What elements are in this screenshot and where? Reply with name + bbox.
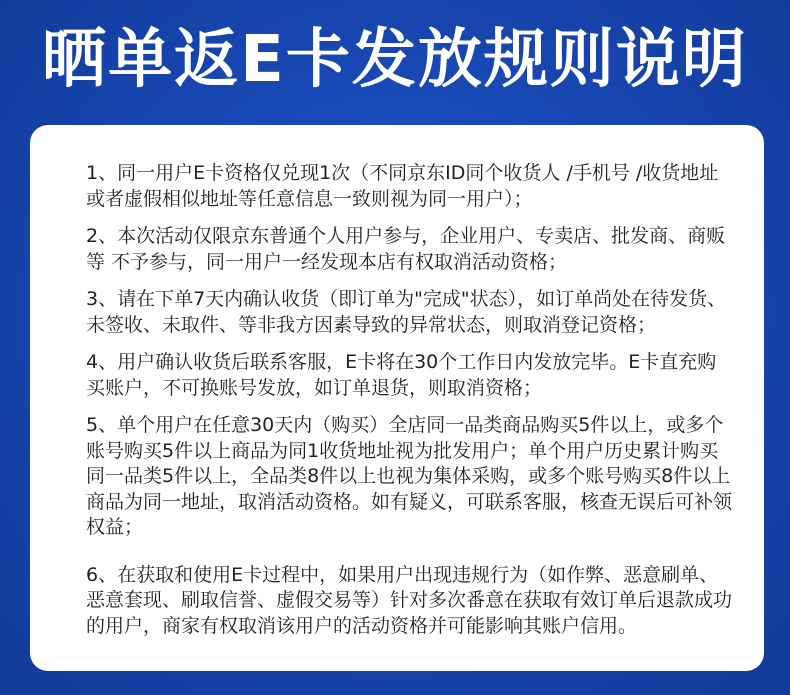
rule-item-2: 2、本次活动仅限京东普通个人用户参与，企业用户、专卖店、批发商、商贩等 不予参与，同一用户一经发现本店有权取消活动资格； [86,225,726,273]
rules-card [30,125,764,671]
rule-item-5: 5、单个用户在任意30天内（购买）全店同一品类商品购买5件以上，或多个账号购买5件以上商品为同1收货地址视为批发用户；单个用户历史累计购买同一品类5件以上，全品类8件以上也视为集体采购，或多个账号购买8件以上商品为同一地址，取消活动资格。如有疑义，可联系客服，核查无误后可补领权益； [86,414,733,538]
rule-item-3: 3、请在下单7天内确认收货（即订单为"完成"状态），如订单尚处在待发货、未签收、未取件、等非我方因素导致的异常状态，则取消登记资格； [86,288,727,336]
rule-item-6: 6、在获取和使用E卡过程中，如果用户出现违规行为（如作弊、恶意刷单、恶意套现、刷取信誉、虚假交易等）针对多次番意在获取有效订单后退款成功的用户，商家有权取消该用户的活动资格并可能影响其账户信用。 [86,563,733,637]
rule-item-4: 4、用户确认收货后联系客服，E卡将在30个工作日内发放完毕。E卡直充购买账户，不可换账号发放，如订单退货，则取消资格； [86,351,717,399]
rule-item-1: 1、同一用户E卡资格仅兑现1次（不同京东ID同个收货人 /手机号 /收货地址或者虚假相似地址等任意信息一致则视为同一用户）； [86,162,719,210]
page-title: 晒单返E卡发放规则说明 [42,23,748,97]
